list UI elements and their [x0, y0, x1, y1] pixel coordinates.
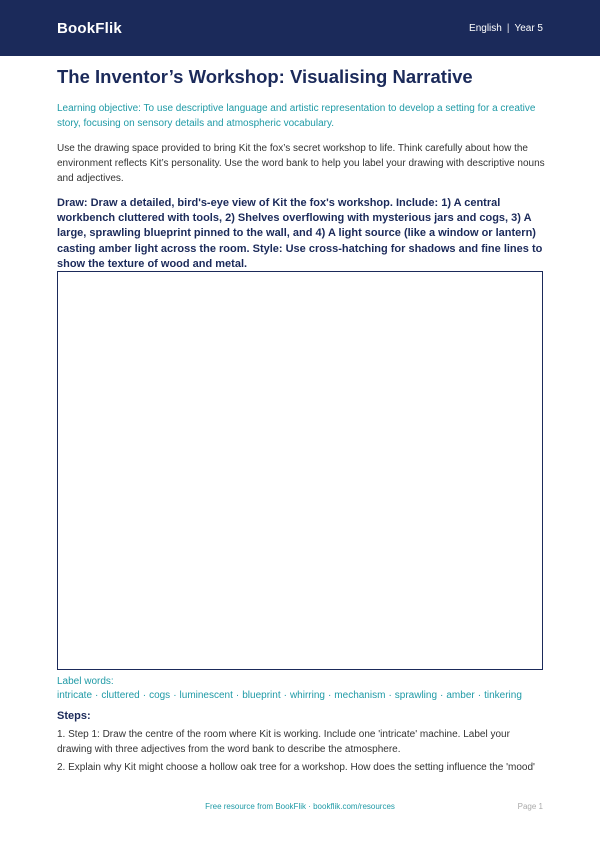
word-bank-item: intricate	[57, 690, 93, 702]
word-separator: ·	[95, 690, 99, 702]
draw-instructions: Draw: Draw a detailed, bird's-eye view of Kit the fox's workshop. Include: 1) A central workbench cluttered with tools, 2) Shelves overflowing with mysterious jars and cogs, 3) A large, sprawling blueprint pinned to the wall, and 4) A light source (like a window or lantern) casting amber light across the room. Style: Use cross-hatching for shadows and fine lines to show the texture of wood and metal.	[57, 196, 543, 271]
learning-objective: Learning objective: To use descriptive language and artistic representation to develop a setting for a creative story, focusing on sensory details and atmospheric vocabulary.	[57, 103, 536, 129]
word-separator: ·	[327, 690, 332, 702]
footer-credit-link[interactable]: Free resource from BookFlik · bookflik.com/resources	[205, 802, 395, 811]
header-bar	[0, 0, 600, 56]
word-bank-item: sprawling	[394, 690, 438, 702]
word-bank-item: blueprint	[242, 690, 281, 702]
drawing-area[interactable]	[57, 271, 543, 670]
step-item: 1. Step 1: Draw the centre of the room where Kit is working. Include one 'intricate' machine. Label your drawing with three adjectives from the word bank to describe the atmosphere.	[57, 729, 510, 755]
word-separator: ·	[173, 690, 177, 702]
word-bank-item: luminescent	[179, 690, 233, 702]
word-bank-item: cogs	[149, 690, 171, 702]
page-title: The Inventor’s Workshop: Visualising Narrative	[57, 66, 473, 87]
intro-text: Use the drawing space provided to bring Kit the fox’s secret workshop to life. Think carefully about how the environment reflects Kit’s personality. Use the word bank to help you label your drawing with descriptive nouns and adjectives.	[57, 143, 545, 184]
word-bank	[57, 675, 543, 703]
subject-breadcrumb	[469, 23, 543, 34]
step-item: 2. Explain why Kit might choose a hollow oak tree for a workshop. How does the setting influence the 'mood'	[57, 762, 535, 773]
word-bank-item: amber	[446, 690, 475, 702]
steps-list	[57, 728, 547, 780]
word-bank-item: cluttered	[101, 690, 140, 702]
subject-label: English	[469, 22, 502, 34]
page-number: Page 1	[517, 802, 543, 811]
steps-heading: Steps:	[57, 710, 91, 722]
year-label: Year 5	[514, 22, 543, 34]
word-separator: ·	[440, 690, 444, 702]
word-separator: ·	[477, 690, 482, 702]
word-separator: ·	[235, 690, 240, 702]
word-bank-item: whirring	[289, 690, 325, 702]
word-bank-item: tinkering	[484, 690, 522, 702]
word-separator: ·	[283, 690, 287, 702]
breadcrumb-separator: |	[506, 22, 510, 34]
brand-logo[interactable]: BookFlik	[57, 19, 122, 37]
worksheet-content	[57, 56, 545, 273]
word-bank-label: Label words:	[57, 676, 114, 687]
word-separator: ·	[388, 690, 392, 702]
word-separator: ·	[142, 690, 147, 702]
word-bank-item: mechanism	[334, 690, 386, 702]
